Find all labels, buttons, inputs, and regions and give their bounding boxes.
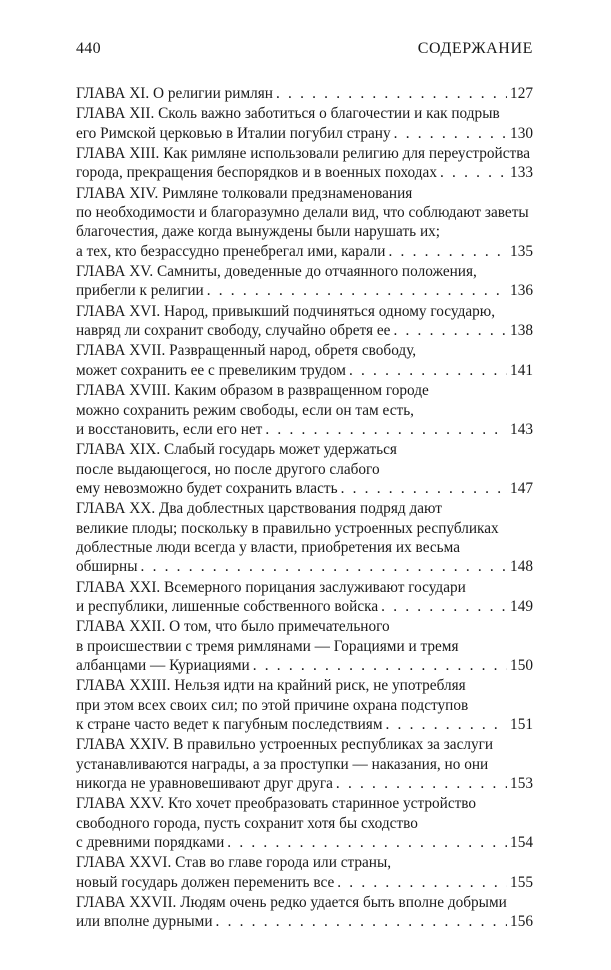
- table-of-contents: [76, 84, 533, 933]
- dot-leader: [341, 479, 507, 498]
- toc-entry-line: по необходимости и благоразумно делали вид, что соблюдают заветы: [76, 204, 529, 222]
- dot-leader: [388, 242, 507, 261]
- toc-entry-text: с древними порядками: [76, 834, 225, 852]
- toc-entry: [76, 617, 533, 675]
- toc-page-number: 156: [510, 913, 533, 931]
- dot-leader: [337, 873, 507, 892]
- toc-entry-line: при этом всех своих сил; по этой причине охрана подступов: [76, 696, 469, 714]
- toc-entry: [76, 853, 533, 892]
- toc-entry-last-line: [76, 321, 533, 340]
- toc-page-number: 149: [510, 597, 533, 615]
- toc-page-number: 130: [510, 124, 533, 142]
- toc-entry-line: ГЛАВА XXVII. Людям очень редко удается быть вполне добрыми: [76, 894, 507, 912]
- page-number: 440: [76, 40, 101, 57]
- toc-entry: [76, 144, 533, 183]
- toc-entry-line: ГЛАВА XIX. Слабый государь может удержаться: [76, 441, 397, 459]
- toc-entry-last-line: [76, 597, 533, 616]
- toc-entry-text: его Римской церковью в Италии погубил страну: [76, 124, 391, 142]
- toc-entry-line: ГЛАВА XII. Сколь важно заботиться о благочестии и как подрыв: [76, 105, 500, 123]
- toc-entry-text: к стране часто ведет к пагубным последствиям: [76, 716, 383, 733]
- toc-entry-line: можно сохранить режим свободы, если он там есть,: [76, 401, 415, 419]
- toc-entry: [76, 578, 533, 617]
- toc-entry-last-line: [76, 557, 533, 576]
- toc-entry-last-line: [76, 420, 533, 439]
- dot-leader: [216, 912, 508, 931]
- toc-entry-line: ГЛАВА XXVI. Став во главе города или страны,: [76, 854, 392, 872]
- toc-page-number: 143: [510, 420, 533, 438]
- toc-entry-text: навряд ли сохранит свободу, случайно обретя ее: [76, 322, 391, 340]
- toc-page-number: 127: [510, 85, 533, 102]
- toc-entry-last-line: [76, 833, 533, 852]
- toc-page-number: 153: [510, 775, 533, 793]
- toc-entry-line: ГЛАВА XXII. О том, что было примечательного: [76, 618, 390, 636]
- dot-leader: [141, 557, 508, 576]
- toc-entry-last-line: [76, 84, 533, 103]
- toc-entry-last-line: [76, 281, 533, 300]
- dot-leader: [253, 656, 507, 675]
- toc-entry-line: ГЛАВА XXV. Кто хочет преобразовать старинное устройство: [76, 795, 477, 813]
- toc-entry-text: албанцами — Куриациями: [76, 656, 250, 674]
- toc-entry: [76, 104, 533, 143]
- toc-entry: [76, 893, 533, 932]
- dot-leader: [265, 420, 507, 439]
- dot-leader: [207, 281, 507, 300]
- toc-entry-last-line: [76, 873, 533, 892]
- toc-page-number: 151: [510, 716, 533, 733]
- toc-entry: [76, 302, 533, 341]
- toc-entry: [76, 794, 533, 852]
- toc-entry-last-line: [76, 912, 533, 931]
- toc-entry: [76, 440, 533, 498]
- toc-entry-text: или вполне дурными: [76, 913, 213, 931]
- toc-entry-text: ГЛАВА XI. О религии римлян: [76, 85, 273, 102]
- toc-entry-text: а тех, кто безрассудно пренебрегал ими, карали: [76, 242, 386, 260]
- toc-entry-line: ГЛАВА XX. Два доблестных царствования подряд дают: [76, 500, 442, 518]
- toc-entry-last-line: [76, 242, 533, 261]
- toc-entry-line: благочестия, даже когда вынуждены были нарушать их;: [76, 223, 441, 241]
- dot-leader: [336, 774, 507, 793]
- toc-entry-line: ГЛАВА XXI. Всемерного порицания заслуживают государи: [76, 578, 466, 596]
- dot-leader: [349, 361, 507, 380]
- toc-entry: [76, 735, 533, 793]
- toc-entry-text: ему невозможно будет сохранить власть: [76, 479, 338, 497]
- toc-entry-last-line: [76, 124, 533, 143]
- toc-entry-line: ГЛАВА XIV. Римляне толковали предзнаменования: [76, 184, 413, 202]
- toc-entry-last-line: [76, 715, 533, 734]
- toc-entry-text: города, прекращения беспорядков и в военных походах: [76, 164, 437, 182]
- page-header: [76, 40, 533, 62]
- toc-entry-last-line: [76, 163, 533, 182]
- toc-entry-text: и республики, лишенные собственного войска: [76, 597, 379, 615]
- toc-entry: [76, 381, 533, 439]
- dot-leader: [440, 163, 507, 182]
- toc-entry-line: свободного города, пусть сохранит хотя бы сходство: [76, 814, 418, 832]
- running-title: СОДЕРЖАНИЕ: [417, 40, 533, 57]
- toc-entry: [76, 262, 533, 301]
- toc-page-number: 150: [510, 656, 533, 674]
- toc-entry-text: и восстановить, если его нет: [76, 420, 263, 438]
- toc-entry-line: в происшествии с тремя римлянами — Горациями и тремя: [76, 637, 459, 655]
- toc-entry-line: ГЛАВА XVII. Развращенный народ, обретя свободу,: [76, 342, 417, 360]
- toc-entry-line: ГЛАВА XXIV. В правильно устроенных республиках за заслуги: [76, 736, 494, 754]
- toc-entry-text: обширны: [76, 558, 138, 576]
- dot-leader: [227, 833, 507, 852]
- toc-entry-line: доблестные люди всегда у власти, приобретения их весьма: [76, 538, 460, 556]
- toc-entry-line: ГЛАВА XXIII. Нельзя идти на крайний риск, не употребляя: [76, 677, 466, 695]
- toc-entry-line: ГЛАВА XVI. Народ, привыкший подчиняться одному государю,: [76, 302, 496, 320]
- toc-entry-text: может сохранить ее с превеликим трудом: [76, 361, 346, 379]
- toc-entry-last-line: [76, 479, 533, 498]
- toc-entry-text: никогда не уравновешивают друг друга: [76, 775, 333, 793]
- toc-entry-line: ГЛАВА XIII. Как римляне использовали религию для переустройства: [76, 145, 530, 163]
- toc-entry-text: прибегли к религии: [76, 282, 204, 300]
- toc-entry-last-line: [76, 361, 533, 380]
- toc-entry-line: ГЛАВА XV. Самниты, доведенные до отчаянного положения,: [76, 263, 477, 281]
- toc-page-number: 154: [510, 834, 533, 852]
- dot-leader: [393, 321, 507, 340]
- toc-entry: [76, 341, 533, 380]
- toc-entry-line: устанавливаются награды, а за проступки — наказания, но они: [76, 755, 489, 773]
- toc-entry: [76, 84, 533, 103]
- toc-entry: [76, 676, 533, 734]
- toc-entry-line: ГЛАВА XVIII. Каким образом в развращенном городе: [76, 382, 429, 400]
- dot-leader: [381, 597, 507, 616]
- dot-leader: [276, 84, 507, 103]
- dot-leader: [386, 715, 508, 734]
- toc-page-number: 148: [510, 558, 533, 576]
- toc-entry-last-line: [76, 656, 533, 675]
- toc-entry-text: новый государь должен переменить все: [76, 873, 335, 891]
- toc-page-number: 155: [510, 873, 533, 891]
- toc-entry: [76, 499, 533, 576]
- toc-page-number: 133: [510, 164, 533, 182]
- dot-leader: [394, 124, 507, 143]
- toc-page-number: 147: [510, 479, 533, 497]
- toc-entry-last-line: [76, 774, 533, 793]
- toc-entry: [76, 184, 533, 261]
- toc-entry-line: после выдающегося, но после другого слабого: [76, 460, 380, 478]
- toc-page-number: 141: [510, 361, 533, 379]
- toc-page-number: 138: [510, 322, 533, 340]
- toc-entry-line: великие плоды; поскольку в правильно устроенных республиках: [76, 519, 499, 537]
- toc-page-number: 135: [510, 242, 533, 260]
- toc-page-number: 136: [510, 282, 533, 300]
